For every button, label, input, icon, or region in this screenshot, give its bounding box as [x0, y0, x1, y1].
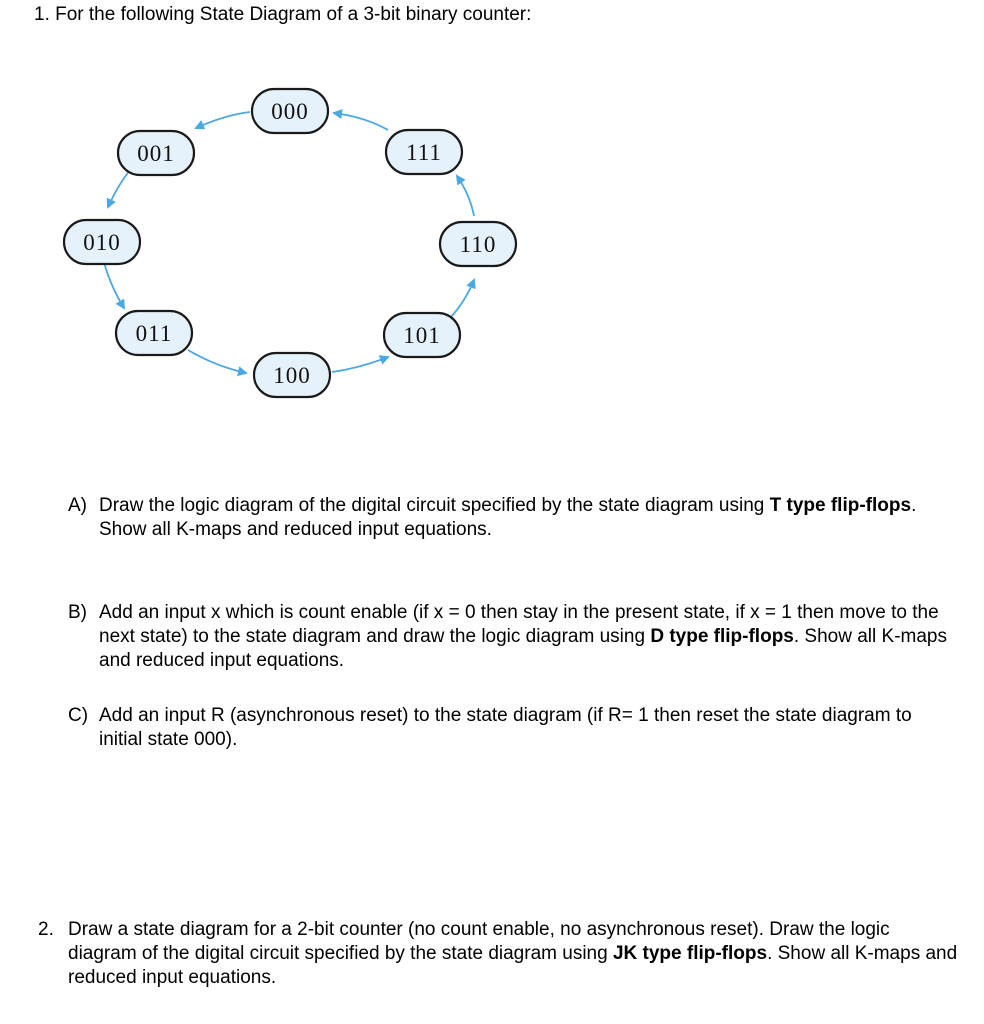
- edge-101-to-110: [450, 280, 474, 318]
- state-001: [118, 131, 194, 175]
- edge-011-to-100: [188, 350, 246, 373]
- question-2: [38, 918, 958, 990]
- question-2-emphasis: JK type flip-flops: [612, 943, 768, 964]
- edge-111-to-000: [334, 113, 388, 130]
- state-011: [116, 311, 192, 355]
- state-000: [252, 89, 328, 133]
- question-2-text-end: . Show all K-maps and reduced input equations.: [68, 943, 958, 988]
- state-label: 110: [459, 232, 497, 257]
- state-100: [254, 353, 330, 397]
- question-1-title: 1. For the following State Diagram of a 3-bit binary counter:: [34, 4, 532, 25]
- state-label: 101: [403, 323, 441, 348]
- edge-100-to-101: [332, 357, 388, 372]
- state-label: 010: [83, 230, 121, 255]
- part-b-emphasis: D type flip-flops: [650, 626, 794, 647]
- part-c-tag: C): [68, 705, 89, 726]
- state-diagram: [0, 0, 984, 440]
- part-b-text: Add an input x which is count enable (if x = 0 then stay in the present state, if x = 1 then move to the next state) to the state diagram and draw the logic diagram using: [99, 602, 939, 647]
- part-a: [68, 494, 948, 542]
- edge-010-to-011: [104, 262, 124, 308]
- state-label: 100: [273, 363, 311, 388]
- state-label: 011: [135, 321, 173, 346]
- part-a-emphasis: T type flip-flops: [769, 495, 912, 516]
- part-b-tag: B): [68, 602, 87, 623]
- question-2-text: Draw a state diagram for a 2-bit counter (no count enable, no asynchronous reset). Draw the logic diagram of the digital circuit specified by the state diagram using: [68, 919, 890, 964]
- part-c: [68, 704, 948, 752]
- state-111: [386, 130, 462, 174]
- edge-001-to-010: [108, 170, 130, 207]
- edge-110-to-111: [457, 176, 474, 216]
- part-a-tag: A): [68, 495, 87, 516]
- part-b: [68, 601, 948, 673]
- part-a-text-end: . Show all K-maps and reduced input equations.: [99, 495, 917, 540]
- part-a-text: Draw the logic diagram of the digital circuit specified by the state diagram using: [99, 495, 770, 516]
- question-2-tag: 2.: [38, 919, 54, 940]
- state-label: 001: [137, 141, 175, 166]
- edge-000-to-001: [196, 112, 250, 128]
- state-label: 111: [406, 140, 442, 165]
- part-b-text-end: . Show all K-maps and reduced input equations.: [99, 626, 947, 671]
- part-c-text: Add an input R (asynchronous reset) to the state diagram (if R= 1 then reset the state diagram to initial state 000).: [99, 705, 912, 750]
- state-110: [440, 222, 516, 266]
- state-label: 000: [271, 99, 309, 124]
- state-010: [64, 220, 140, 264]
- state-101: [384, 313, 460, 357]
